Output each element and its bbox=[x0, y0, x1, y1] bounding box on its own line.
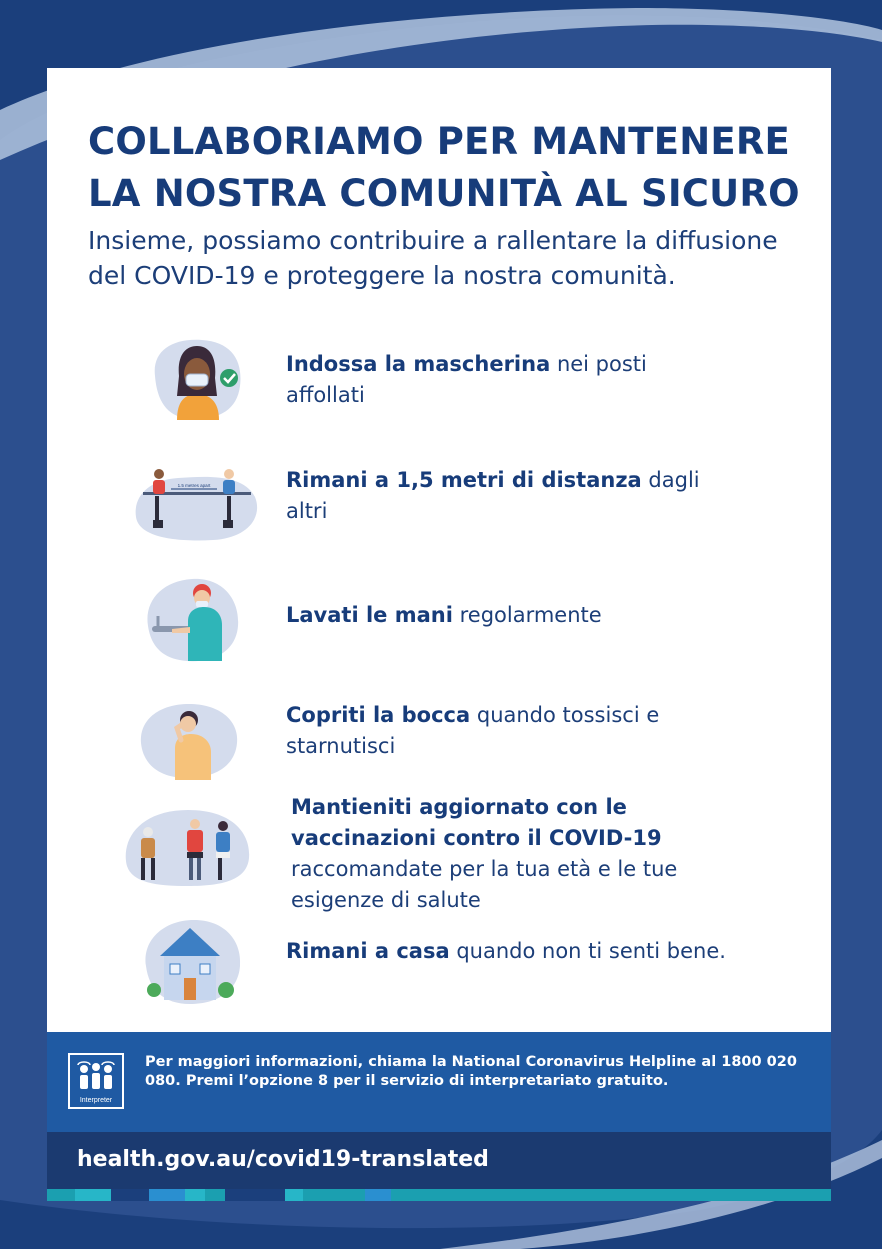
house-icon bbox=[140, 916, 244, 1006]
color-stripe-decoration bbox=[47, 1189, 831, 1201]
tip-rest: dagli altri bbox=[286, 468, 700, 523]
tip-rest: raccomandate per la tua età e le tue esigenze di salute bbox=[291, 857, 678, 912]
tip-bold: Mantieniti aggiornato con le vaccinazioni contro il COVID-19 bbox=[291, 795, 662, 850]
cough-cover-icon bbox=[137, 698, 241, 780]
tip-bold: Rimani a 1,5 metri di distanza bbox=[286, 468, 642, 492]
helpline-text: Per maggiori informazioni, chiama la National Coronavirus Helpline al 1800 020 080. Premi l’opzione 8 per il servizio di interpretariato gratuito. bbox=[145, 1054, 797, 1089]
url-bar bbox=[47, 1132, 831, 1189]
tip-bold: Copriti la bocca bbox=[286, 703, 471, 727]
face-mask-icon bbox=[147, 336, 247, 422]
hand-washing-icon bbox=[142, 571, 242, 665]
tip-text bbox=[286, 600, 726, 631]
poster-subtitle: Insieme, possiamo contribuire a rallentare la diffusione del COVID-19 e proteggere la nostra comunità. bbox=[88, 226, 778, 290]
tip-text bbox=[291, 792, 741, 916]
tip-bold: Indossa la mascherina bbox=[286, 352, 551, 376]
helpline-footer bbox=[47, 1032, 831, 1132]
tip-bold: Lavati le mani bbox=[286, 603, 453, 627]
interpreter-people-icon bbox=[70, 1059, 122, 1099]
tip-text bbox=[286, 700, 726, 762]
poster-title: COLLABORIAMO PER MANTENERE LA NOSTRA COMUNITÀ AL SICURO bbox=[88, 120, 800, 215]
social-distance-icon bbox=[133, 462, 259, 542]
tip-rest: nei posti affollati bbox=[286, 352, 647, 407]
tip-text bbox=[286, 465, 726, 527]
distance-label: 1.5 metres apart bbox=[177, 483, 211, 488]
tip-rest: quando tossisci e starnutisci bbox=[286, 703, 660, 758]
tip-text bbox=[286, 936, 726, 967]
vaccination-icon bbox=[123, 806, 253, 888]
tip-rest: quando non ti senti bene. bbox=[449, 939, 726, 963]
interpreter-icon bbox=[68, 1053, 124, 1109]
tip-rest: regolarmente bbox=[452, 603, 602, 627]
tip-text bbox=[286, 349, 726, 411]
website-link[interactable]: health.gov.au/covid19-translated bbox=[77, 1147, 489, 1172]
poster-card bbox=[47, 68, 831, 1032]
tip-bold: Rimani a casa bbox=[286, 939, 450, 963]
interpreter-label: Interpreter bbox=[79, 1097, 113, 1104]
